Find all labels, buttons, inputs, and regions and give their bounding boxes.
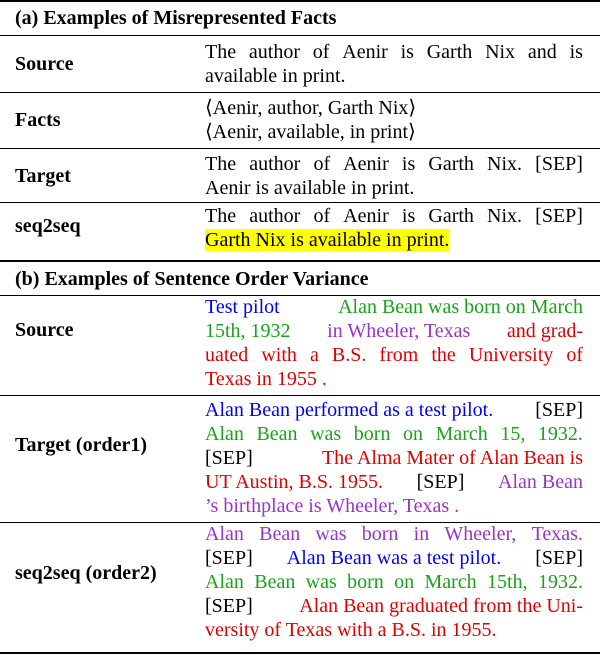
section-b-title: (b) Examples of Sentence Order Variance (15, 268, 369, 290)
word: is (400, 41, 414, 63)
word: author (249, 153, 301, 175)
word: author (249, 205, 301, 227)
rule (0, 35, 600, 36)
text-line (205, 204, 583, 228)
span-birthplace: Alan Bean (498, 471, 583, 493)
source-b-text (205, 295, 583, 391)
word: Garth (428, 153, 474, 175)
word: of (566, 344, 583, 366)
word: is (401, 205, 416, 227)
word: March (424, 571, 477, 593)
source-text (205, 40, 583, 88)
word: Alan (205, 423, 244, 445)
word: the (431, 344, 456, 366)
facts-text (205, 96, 583, 144)
span-alma-mater: The Alma Mater of Alan Bean is (321, 447, 583, 469)
word: uated (205, 344, 249, 366)
span-born-date: 15th, 1932 (205, 320, 291, 342)
word: University (468, 344, 554, 366)
word: Aenir (343, 153, 389, 175)
seq2seq-text (205, 204, 583, 252)
word: Bean (256, 423, 298, 445)
row-label-target-order1: Target (order1) (15, 434, 147, 456)
rule (0, 148, 600, 149)
highlighted-misrepresented-fact: Garth Nix is available in print. (205, 229, 450, 251)
word: The (205, 41, 237, 63)
word: Bean (259, 523, 301, 545)
word: Nix. (487, 205, 523, 227)
word: B.S. (331, 344, 367, 366)
span-graduated: versity of Texas with a B.S. in 1955. (205, 619, 497, 641)
word: Alan (205, 571, 244, 593)
word: born (347, 571, 384, 593)
span-test-pilot: Test pilot (205, 296, 280, 318)
word: Texas. (531, 523, 583, 545)
word: Aenir (343, 205, 389, 227)
word: born (353, 423, 391, 445)
word: with (261, 344, 297, 366)
row-label-seq2seq-order2: seq2seq (order2) (15, 562, 157, 584)
text-line: available in print. (205, 65, 346, 87)
section-rule (0, 260, 600, 262)
word: of (313, 153, 331, 175)
text-line: Aenir is available in print. (205, 177, 415, 199)
word: was (305, 571, 337, 593)
span-graduated: Texas in 1955 . (205, 368, 327, 390)
target-order1-text (205, 398, 583, 518)
sep-token: [SEP] (205, 447, 253, 469)
word: March (435, 423, 488, 445)
word: in (413, 523, 430, 545)
word: born (361, 523, 399, 545)
rule (0, 92, 600, 93)
span-birthplace: ’s birthplace is Wheeler, Texas . (205, 495, 460, 517)
bottom-rule (0, 652, 600, 654)
word: was (310, 423, 342, 445)
word: Alan (205, 523, 244, 545)
word: Wheeler, (444, 523, 517, 545)
word: 1932. (537, 571, 583, 593)
span-graduated: and grad- (506, 320, 583, 342)
top-rule (0, 0, 600, 2)
word: was (315, 523, 347, 545)
word: Bean (254, 571, 296, 593)
word: Nix. (487, 153, 523, 175)
rule (0, 202, 600, 203)
word: and (527, 41, 557, 63)
word: Aenir (342, 41, 388, 63)
target-text (205, 152, 583, 200)
word: is (569, 41, 583, 63)
sep-token: [SEP] (205, 547, 253, 569)
word: 15th, (487, 571, 528, 593)
row-label-source-b: Source (15, 319, 74, 341)
sep-token: [SEP] (205, 595, 253, 617)
word: Nix (485, 41, 516, 63)
word: Garth (428, 205, 474, 227)
rule (0, 395, 600, 396)
span-graduated (205, 343, 583, 367)
fact-triple: ⟨Aenir, author, Garth Nix⟩ (205, 97, 417, 119)
span-alma-mater: UT Austin, B.S. 1955. (205, 471, 383, 493)
row-label-target: Target (15, 165, 71, 187)
span-test-pilot: Alan Bean performed as a test pilot. (205, 399, 494, 421)
word: The (205, 205, 237, 227)
word: of (313, 205, 331, 227)
word: 1932. (537, 423, 583, 445)
word: on (394, 571, 415, 593)
seq2seq-order2-text (205, 522, 583, 642)
span-birthplace: in Wheeler, Texas (327, 320, 471, 342)
word: author (248, 41, 300, 63)
word: on (403, 423, 424, 445)
word: [SEP] (535, 153, 583, 175)
text-line (205, 152, 583, 176)
span-birthplace (205, 522, 583, 546)
span-born: Alan Bean was born on March (338, 296, 583, 318)
word: Garth (426, 41, 473, 63)
word: from (379, 344, 419, 366)
fact-triple: ⟨Aenir, available, in print⟩ (205, 121, 416, 143)
span-graduated: Alan Bean graduated from the Uni- (299, 595, 583, 617)
word: [SEP] (535, 205, 583, 227)
sep-token: [SEP] (535, 547, 583, 569)
word: of (312, 41, 330, 63)
text-line (205, 40, 583, 64)
span-born (205, 570, 583, 594)
word: The (205, 153, 237, 175)
word: a (309, 344, 319, 366)
row-label-source: Source (15, 53, 74, 75)
sep-token: [SEP] (535, 399, 583, 421)
section-a-title: (a) Examples of Misrepresented Facts (15, 7, 337, 29)
span-born (205, 422, 583, 446)
span-test-pilot: Alan Bean was a test pilot. (286, 547, 502, 569)
word: 15, (500, 423, 526, 445)
word: is (401, 153, 416, 175)
row-label-seq2seq: seq2seq (15, 215, 81, 237)
sep-token: [SEP] (416, 471, 465, 493)
row-label-facts: Facts (15, 109, 61, 131)
